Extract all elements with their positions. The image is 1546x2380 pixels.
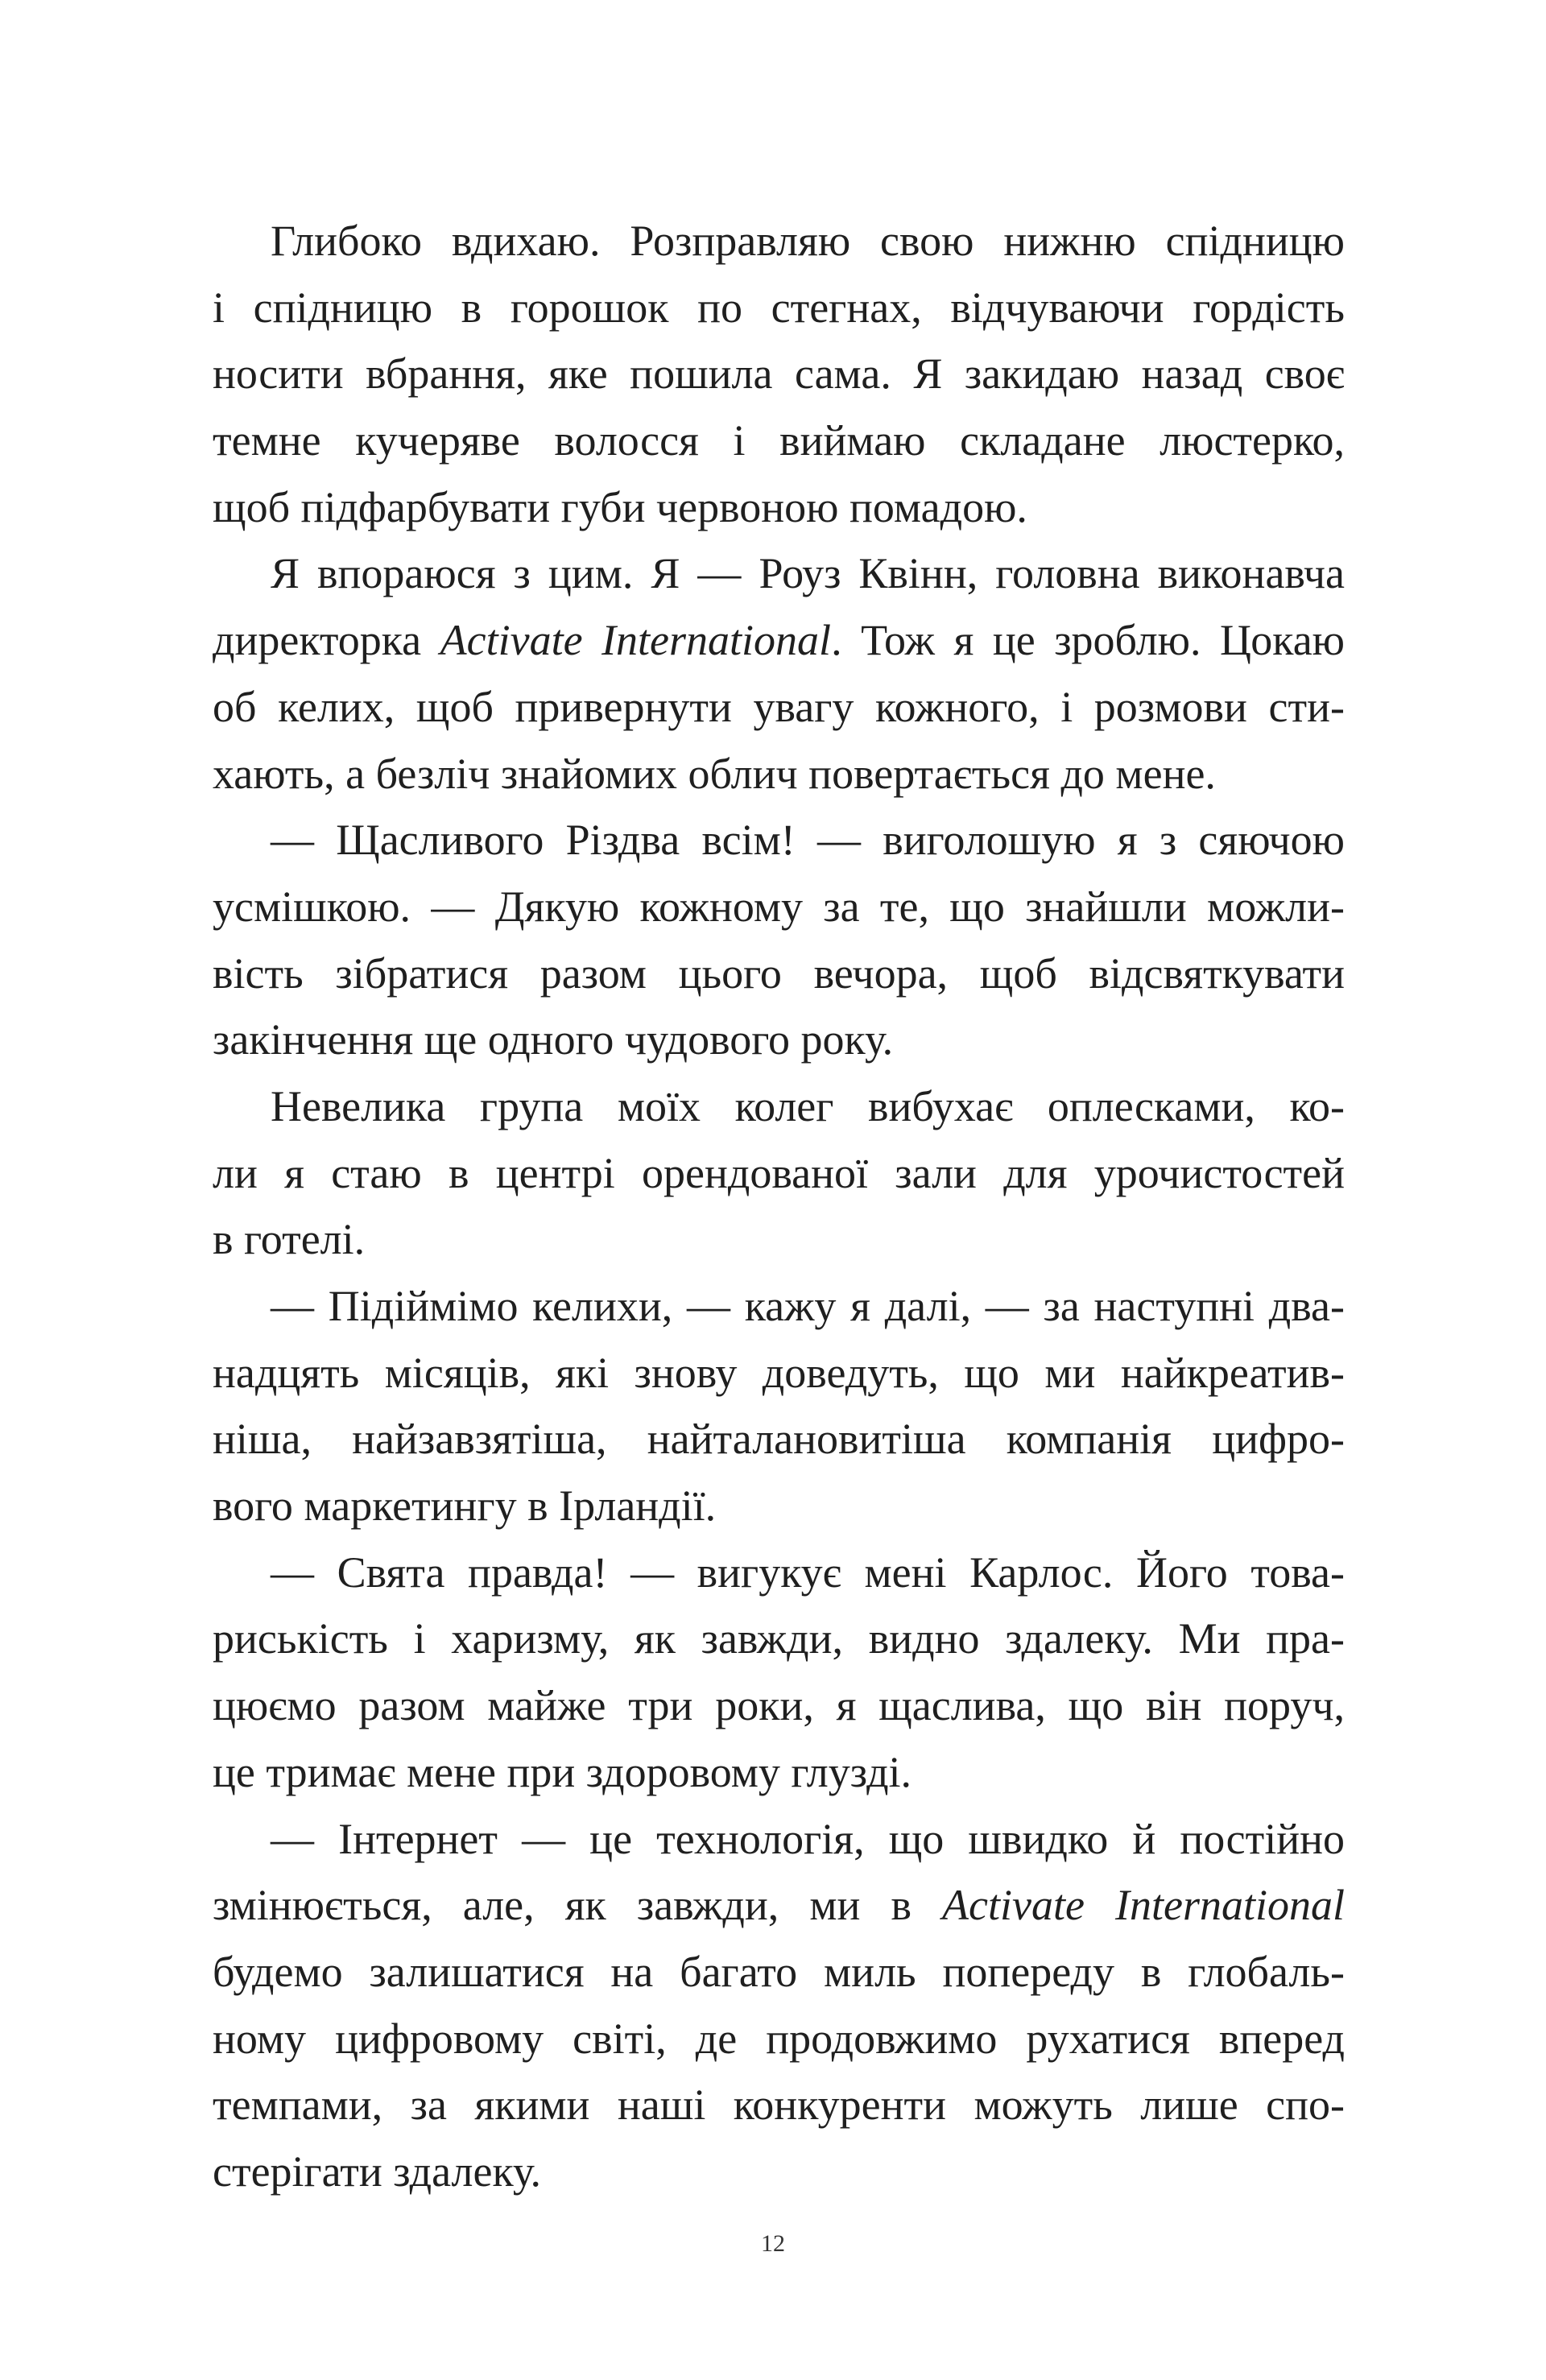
text-segment: темпами, за якими наші конкуренти можуть лише спо- [213, 2080, 1345, 2130]
text-line [213, 1806, 1345, 1873]
text-line [213, 874, 1345, 940]
text-line [213, 1340, 1345, 1407]
text-segment: будемо залишатися на багато миль попереду в глобаль- [213, 1947, 1345, 1996]
text-segment: вість зібратися разом цього вечора, щоб відсвяткувати [213, 948, 1345, 998]
text-segment: в готелі. [213, 1215, 366, 1264]
text-segment: — Інтернет — це технологія, що швидко й постійно [271, 1814, 1345, 1863]
text-line [213, 940, 1345, 1007]
text-segment: це тримає мене при здоровому глузді. [213, 1747, 912, 1796]
text-line [213, 1605, 1345, 1672]
text-segment: об келих, щоб привернути увагу кожного, і розмови сти- [213, 682, 1345, 731]
text-segment: і спідницю в горошок по стегнах, відчуваючи гордість [213, 283, 1345, 332]
text-segment: ному цифровому світі, де продовжимо рухатися вперед [213, 2014, 1345, 2063]
text-line [213, 1739, 1345, 1806]
text-line [213, 1073, 1345, 1140]
text-segment: змінюється, але, як завжди, ми в [213, 1881, 943, 1930]
text-line [213, 341, 1345, 407]
text-segment: Глибоко вдихаю. Розправляю свою нижню спідницю [271, 217, 1345, 265]
text-line [213, 1140, 1345, 1207]
italic-company-name: Activate International [440, 616, 832, 665]
text-line [213, 540, 1345, 607]
text-segment: стерігати здалеку. [213, 2147, 542, 2196]
text-segment: цюємо разом майже три роки, я щаслива, що він поруч, [213, 1681, 1345, 1730]
text-segment: — Щасливого Різдва всім! — виголошую я з сяючою [271, 816, 1345, 865]
text-segment: — Свята правда! — вигукує мені Карлос. Його това- [271, 1547, 1345, 1597]
text-segment: — Підіймімо келихи, — кажу я далі, — за наступні два- [271, 1282, 1345, 1330]
text-line [213, 807, 1345, 874]
text-line [213, 474, 1345, 541]
italic-company-name: Activate International [942, 1881, 1345, 1930]
text-line [213, 208, 1345, 275]
text-segment: хають, а безліч знайомих облич повертається до мене. [213, 749, 1216, 798]
text-segment: закінчення ще одного чудового року. [213, 1015, 894, 1064]
text-line [213, 2138, 1345, 2205]
text-segment: носити вбрання, яке пошила сама. Я закидаю назад своє [213, 349, 1345, 399]
text-segment: вого маркетингу в Ірландії. [213, 1481, 717, 1531]
text-segment: риськість і харизму, як завжди, видно здалеку. Ми пра- [213, 1614, 1345, 1663]
text-line [213, 1273, 1345, 1340]
text-line [213, 1473, 1345, 1539]
text-segment: Невелика група моїх колег вибухає оплесками, ко- [271, 1081, 1345, 1130]
text-segment: ли я стаю в центрі орендованої зали для урочистостей [213, 1148, 1345, 1197]
text-line [213, 1872, 1345, 1939]
text-line [213, 407, 1345, 474]
text-line [213, 1406, 1345, 1473]
text-line [213, 741, 1345, 808]
text-segment: усмішкою. — Дякую кожному за те, що знайшли можли- [213, 882, 1345, 931]
text-line [213, 607, 1345, 674]
text-line [213, 1672, 1345, 1739]
page-number: 12 [761, 2230, 785, 2257]
text-line [213, 275, 1345, 341]
text-segment: щоб підфарбувати губи червоною помадою. [213, 482, 1027, 531]
text-line [213, 2072, 1345, 2138]
text-segment: ніша, найзавзятіша, найталановитіша компанія цифро- [213, 1415, 1345, 1464]
text-line [213, 1206, 1345, 1273]
text-segment: темне кучеряве волосся і виймаю складане люстерко, [213, 416, 1345, 465]
text-line [213, 1939, 1345, 2006]
text-line [213, 2006, 1345, 2072]
text-segment: надцять місяців, які знову доведуть, що ми найкреатив- [213, 1348, 1345, 1397]
body-text [213, 208, 1345, 2205]
text-segment: Я впораюся з цим. Я — Роуз Квінн, головна виконавча [271, 549, 1345, 598]
text-line [213, 1539, 1345, 1606]
text-line [213, 674, 1345, 741]
text-segment: директорка [213, 616, 440, 665]
text-segment: . Тож я це зроблю. Цокаю [831, 616, 1346, 665]
text-line [213, 1006, 1345, 1073]
